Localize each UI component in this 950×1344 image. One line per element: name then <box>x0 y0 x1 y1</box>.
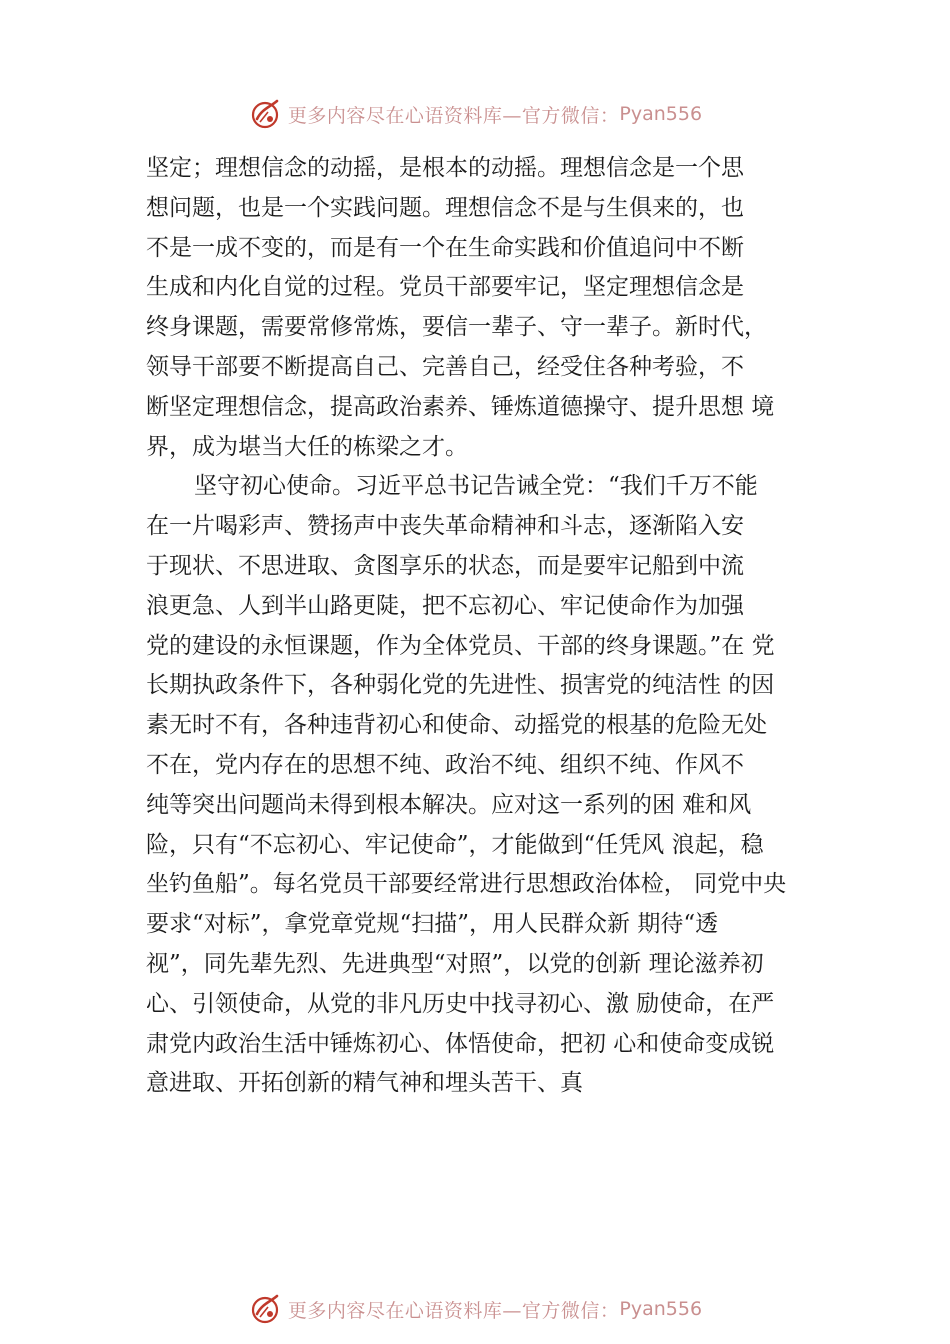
text-line: 浪更急、人到半山路更陡，把不忘初心、牢记使命作为加强 <box>146 592 744 619</box>
text-line: 坚定；理想信念的动摇，是根本的动摇。理想信念是一个思 <box>146 155 744 181</box>
text-line: 肃党内政治生活中锤炼初心、体悟使命，把初 心和使命变成锐 <box>146 1030 775 1057</box>
text-line: 素无时不有，各种违背初心和使命、动摇党的根基的危险无处 <box>146 712 767 739</box>
watermark-wechat-id: Pyan556 <box>619 103 703 125</box>
text-line: 生成和内化自觉的过程。党员干部要牢记，坚定理想信念是 <box>146 274 744 301</box>
text-line: 纯等突出问题尚未得到根本解决。应对这一系列的困 难和风 <box>146 791 752 818</box>
watermark-text: 更多内容尽在心语资料库—官方微信： <box>287 104 620 127</box>
text-line: 险，只有“不忘初心、牢记使命”，才能做到“任凭风 浪起，稳 <box>146 831 764 858</box>
text-line: 党的建设的永恒课题，作为全体党员、干部的终身课题。”在 党 <box>146 632 775 659</box>
watermark-logo-icon <box>248 1292 282 1326</box>
text-line: 坐钓鱼船”。每名党员干部要经常进行思想政治体检， 同党中央 <box>146 871 787 898</box>
text-line: 在一片喝彩声、赞扬声中丧失革命精神和斗志，逐渐陷入安 <box>146 513 744 540</box>
text-line: 长期执政条件下，各种弱化党的先进性、损害党的纯洁性 的因 <box>146 672 775 699</box>
document-body <box>146 149 834 1104</box>
text-line: 于现状、不思进取、贪图享乐的状态，而是要牢记船到中流 <box>146 552 744 579</box>
text-line: 领导干部要不断提高自己、完善自己，经受住各种考验，不 <box>146 353 744 380</box>
text-line: 不是一成不变的，而是有一个在生命实践和价值追问中不断 <box>146 234 744 261</box>
text-line: 要求“对标”，拿党章党规“扫描”，用人民群众新 期待“透 <box>146 911 719 938</box>
text-line: 界，成为堪当大任的栋梁之才。 <box>146 433 468 460</box>
watermark-text: 更多内容尽在心语资料库—官方微信： <box>287 1299 620 1322</box>
watermark-wechat-id: Pyan556 <box>619 1298 703 1320</box>
text-line: 不在，党内存在的思想不纯、政治不纯、组织不纯、作风不 <box>146 751 744 778</box>
watermark-footer <box>0 1291 950 1327</box>
watermark-logo-icon <box>248 97 282 131</box>
text-line: 断坚定理想信念，提高政治素养、锤炼道德操守、提升思想 境 <box>146 393 775 420</box>
text-line: 意进取、开拓创新的精气神和埋头苦干、真 <box>146 1070 583 1097</box>
text-line: 想问题，也是一个实践问题。理想信念不是与生俱来的，也 <box>146 194 744 221</box>
watermark-header <box>0 96 950 132</box>
text-line: 终身课题，需要常修常炼，要信一辈子、守一辈子。新时代， <box>146 314 767 341</box>
paragraph-start-line: 坚守初心使命。习近平总书记告诫全党：“我们千万不能 <box>194 473 758 500</box>
text-line: 心、引领使命，从党的非凡历史中找寻初心、激 励使命，在严 <box>146 990 775 1017</box>
text-line: 视”，同先辈先烈、先进典型“对照”，以党的创新 理论滋养初 <box>146 950 764 977</box>
